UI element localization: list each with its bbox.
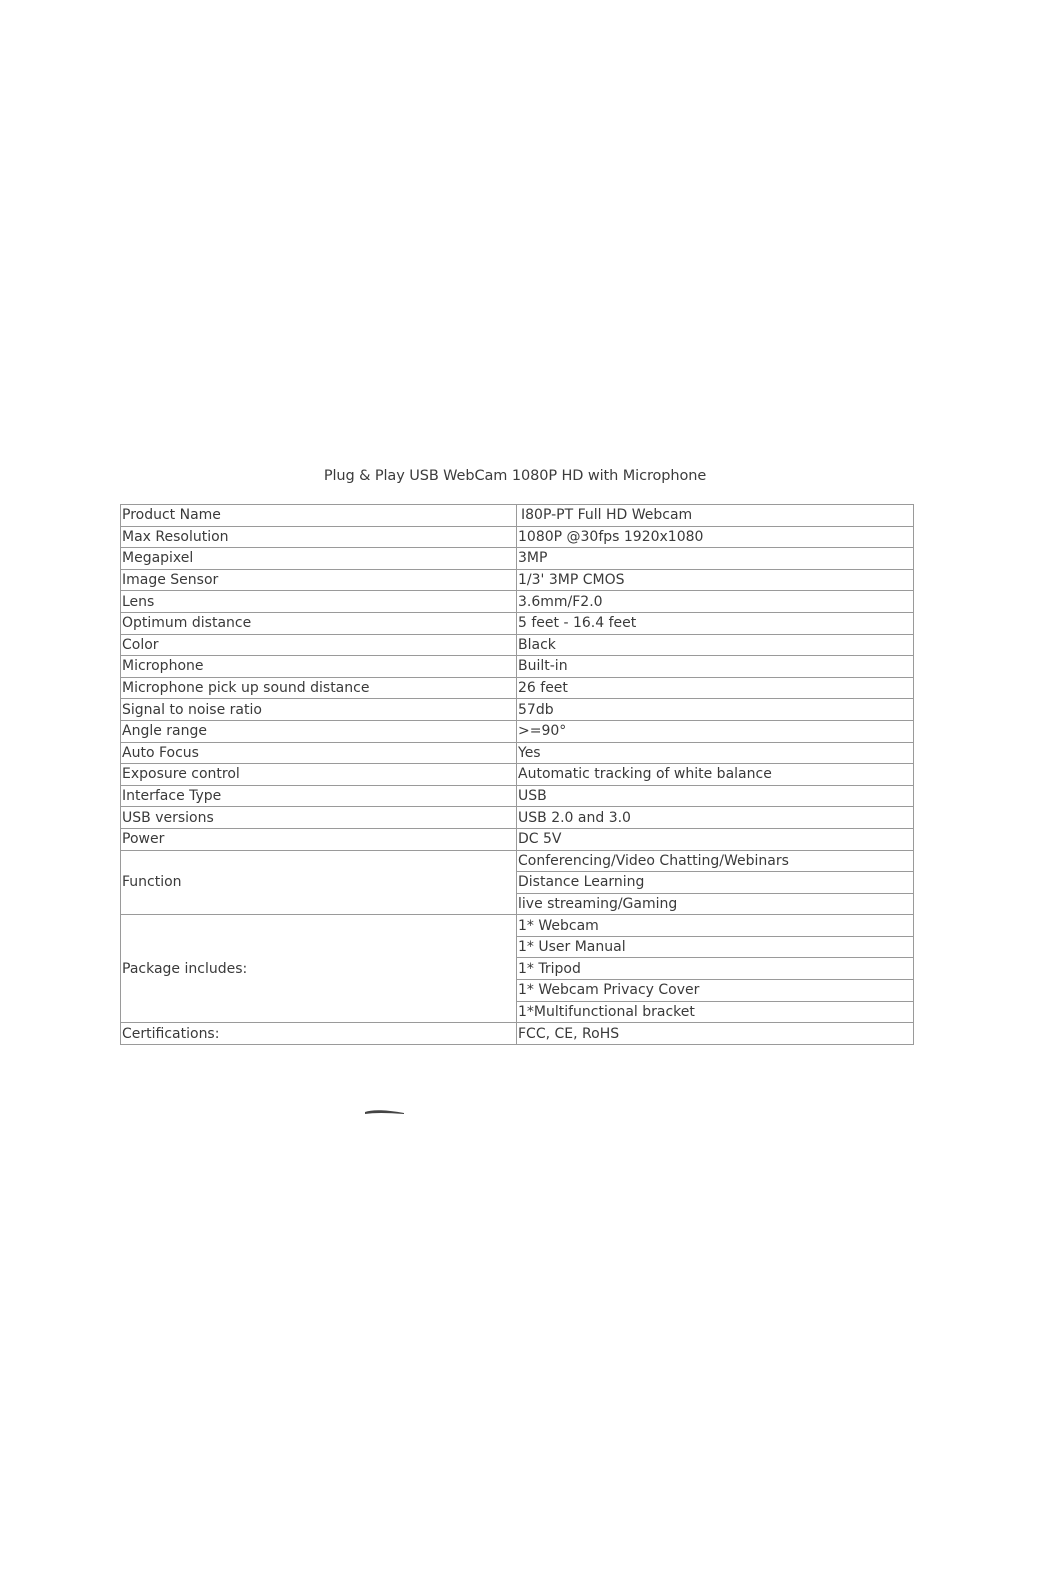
decorative-stroke [364, 1108, 406, 1116]
spec-value: Automatic tracking of white balance [517, 764, 914, 786]
spec-table [120, 504, 914, 1045]
spec-row [121, 656, 914, 678]
spec-sheet-title: Plug & Play USB WebCam 1080P HD with Microphone [323, 468, 707, 484]
spec-row [121, 785, 914, 807]
spec-label: Product Name [121, 505, 517, 527]
spec-value: 1/3' 3MP CMOS [517, 569, 914, 591]
spec-label: Image Sensor [121, 569, 517, 591]
spec-row [121, 677, 914, 699]
spec-row [121, 612, 914, 634]
spec-label: Megapixel [121, 548, 517, 570]
spec-label: Microphone [121, 656, 517, 678]
spec-label: Angle range [121, 720, 517, 742]
spec-value: Built-in [517, 656, 914, 678]
spec-row [121, 548, 914, 570]
spec-row [121, 1023, 914, 1045]
spec-value: live streaming/Gaming [517, 893, 914, 915]
spec-row [121, 915, 914, 937]
spec-value: 1* Tripod [517, 958, 914, 980]
spec-label: Lens [121, 591, 517, 613]
spec-label: Certifications: [121, 1023, 517, 1045]
spec-row [121, 742, 914, 764]
spec-value: 1* Webcam [517, 915, 914, 937]
spec-value: 57db [517, 699, 914, 721]
spec-row [121, 720, 914, 742]
spec-value: 1080P @30fps 1920x1080 [517, 526, 914, 548]
spec-label: Signal to noise ratio [121, 699, 517, 721]
spec-value: 1*Multifunctional bracket [517, 1001, 914, 1023]
spec-label: Exposure control [121, 764, 517, 786]
spec-row [121, 850, 914, 872]
spec-label: USB versions [121, 807, 517, 829]
spec-value: I80P-PT Full HD Webcam [517, 505, 914, 527]
spec-label: Color [121, 634, 517, 656]
spec-label: Optimum distance [121, 612, 517, 634]
spec-row [121, 699, 914, 721]
spec-label: Power [121, 828, 517, 850]
spec-row [121, 634, 914, 656]
spec-label: Max Resolution [121, 526, 517, 548]
spec-value: 1* User Manual [517, 936, 914, 958]
spec-value: 3MP [517, 548, 914, 570]
spec-value: USB [517, 785, 914, 807]
spec-value: Black [517, 634, 914, 656]
spec-label: Auto Focus [121, 742, 517, 764]
spec-value: DC 5V [517, 828, 914, 850]
spec-row [121, 591, 914, 613]
spec-label: Microphone pick up sound distance [121, 677, 517, 699]
spec-value: 3.6mm/F2.0 [517, 591, 914, 613]
spec-value: 5 feet - 16.4 feet [517, 612, 914, 634]
spec-label: Package includes: [121, 915, 517, 1023]
spec-label: Function [121, 850, 517, 915]
spec-table-body [121, 505, 914, 1045]
spec-value: Conferencing/Video Chatting/Webinars [517, 850, 914, 872]
spec-value: >=90° [517, 720, 914, 742]
spec-value: 1* Webcam Privacy Cover [517, 980, 914, 1002]
spec-value: 26 feet [517, 677, 914, 699]
spec-row [121, 569, 914, 591]
spec-label: Interface Type [121, 785, 517, 807]
spec-value: USB 2.0 and 3.0 [517, 807, 914, 829]
spec-value: FCC, CE, RoHS [517, 1023, 914, 1045]
spec-row [121, 764, 914, 786]
spec-row [121, 807, 914, 829]
spec-row [121, 526, 914, 548]
spec-value: Yes [517, 742, 914, 764]
spec-row [121, 505, 914, 527]
spec-row [121, 828, 914, 850]
spec-value: Distance Learning [517, 872, 914, 894]
